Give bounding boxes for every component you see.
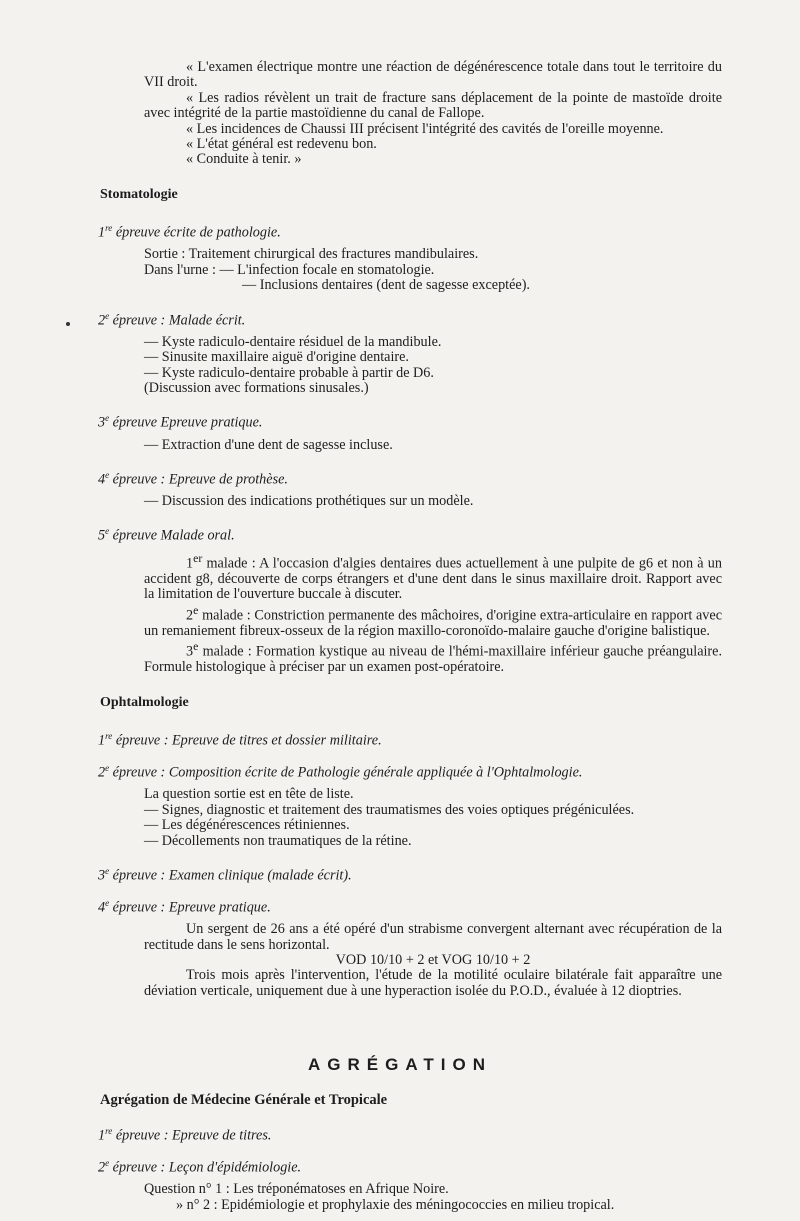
intro-section — [144, 60, 722, 168]
epreuve-content — [144, 335, 722, 397]
text-paragraph: Trois mois après l'intervention, l'étude de la motilité oculaire bilatérale fait apparaître une déviation verticale, uniquement due à une hyperaction isolée du P.O.D., évaluée à 12 dioptries. — [144, 967, 722, 999]
malade-paragraph: 2e malade : Constriction permanente des mâchoires, d'origine extra-articulaire en rapport avec un remaniement fibreux-osseux de la région maxillo-coronoïdo-malaire gauche d'origine balistique. — [144, 602, 722, 639]
malade-paragraph: 1er malade : A l'occasion d'algies dentaires dues actuellement à une pulpite de g6 et non à un accident g8, découverte de corps étrangers et d'une dent dans le sinus maxillaire droit. Rapport avec la limitation de l'ouverture buccale à discuter. — [144, 550, 722, 603]
text-line: — Les dégénérescences rétiniennes. — [144, 817, 350, 834]
section-title-stomatologie: Stomatologie — [100, 186, 178, 202]
intro-paragraph: « Les incidences de Chaussi III précisent l'intégrité des cavités de l'oreille moyenne. — [186, 120, 664, 137]
epreuve-heading: 1re épreuve : Epreuve de titres et dossier militaire. — [98, 731, 382, 749]
text-line: Dans l'urne : — L'infection focale en stomatologie. — [144, 261, 435, 278]
text-line: (Discussion avec formations sinusales.) — [144, 379, 369, 396]
epreuve-content — [144, 551, 722, 676]
text-line: — Extraction d'une dent de sagesse incluse. — [144, 436, 393, 453]
epreuve-heading: 2e épreuve : Leçon d'épidémiologie. — [98, 1158, 302, 1176]
section-title-ophtalmologie: Ophtalmologie — [100, 694, 189, 710]
question-line: » n° 2 : Epidémiologie et prophylaxie des méningococcies en milieu tropical. — [176, 1196, 615, 1213]
text-line: Sortie : Traitement chirurgical des fractures mandibulaires. — [144, 246, 479, 263]
malade-paragraph: 3e malade : Formation kystique au niveau de l'hémi-maxillaire inférieur gauche préangulaire. Formule histologique à préciser par un examen post-opératoire. — [144, 639, 722, 676]
epreuve-content — [144, 247, 722, 293]
agregation-subtitle: Agrégation de Médecine Générale et Tropicale — [100, 1091, 388, 1108]
text-line: — Kyste radiculo-dentaire résiduel de la mandibule. — [144, 333, 442, 350]
epreuve-heading: 1re épreuve écrite de pathologie. — [98, 223, 281, 241]
epreuve-heading: 4e épreuve : Epreuve pratique. — [98, 898, 271, 916]
text-line: — Signes, diagnostic et traitement des traumatismes des voies optiques prégéniculées. — [144, 801, 635, 818]
intro-paragraph: « L'examen électrique montre une réaction de dégénérescence totale dans tout le territoire du VII droit. — [144, 59, 722, 91]
epreuve-content — [144, 922, 722, 999]
document-page — [98, 59, 722, 1213]
text-paragraph: Un sergent de 26 ans a été opéré d'un strabisme convergent alternant avec récupération de la rectitude dans le sens horizontal. — [144, 921, 722, 953]
question-line: Question n° 1 : Les tréponématoses en Afrique Noire. — [144, 1181, 449, 1198]
intro-paragraph: « Les radios révèlent un trait de fracture sans déplacement de la pointe de mastoïde droite avec intégrité de la partie mastoïdienne du canal de Fallope. — [144, 89, 722, 122]
text-line: La question sortie est en tête de liste. — [144, 786, 354, 803]
epreuve-heading: 3e épreuve : Examen clinique (malade écrit). — [98, 865, 352, 884]
epreuve-heading: 4e épreuve : Epreuve de prothèse. — [98, 469, 288, 488]
intro-paragraph: « L'état général est redevenu bon. — [186, 136, 377, 153]
epreuve-heading: 2e épreuve : Malade écrit. — [98, 310, 246, 329]
epreuve-heading: 2e épreuve : Composition écrite de Pathologie générale appliquée à l'Ophtalmologie. — [98, 763, 583, 781]
epreuve-content — [144, 438, 722, 453]
margin-dot — [66, 322, 70, 326]
text-line: — Kyste radiculo-dentaire probable à partir de D6. — [144, 364, 434, 381]
visual-acuity-line: VOD 10/10 + 2 et VOG 10/10 + 2 — [335, 952, 531, 969]
text-line: — Sinusite maxillaire aiguë d'origine dentaire. — [144, 349, 409, 366]
intro-paragraph: « Conduite à tenir. » — [186, 151, 302, 168]
section-title-agregation: AGRÉGATION — [308, 1055, 492, 1075]
epreuve-heading: 1re épreuve : Epreuve de titres. — [98, 1126, 272, 1144]
text-line: — Décollements non traumatiques de la rétine. — [144, 832, 412, 849]
text-line: — Discussion des indications prothétiques sur un modèle. — [144, 493, 474, 510]
text-line: — Inclusions dentaires (dent de sagesse exceptée). — [242, 277, 530, 294]
epreuve-heading: 5e épreuve Malade oral. — [98, 526, 235, 545]
epreuve-content — [144, 494, 722, 509]
epreuve-heading: 3e épreuve Epreuve pratique. — [98, 413, 263, 432]
epreuve-content — [144, 787, 722, 849]
epreuve-content — [144, 1182, 722, 1213]
